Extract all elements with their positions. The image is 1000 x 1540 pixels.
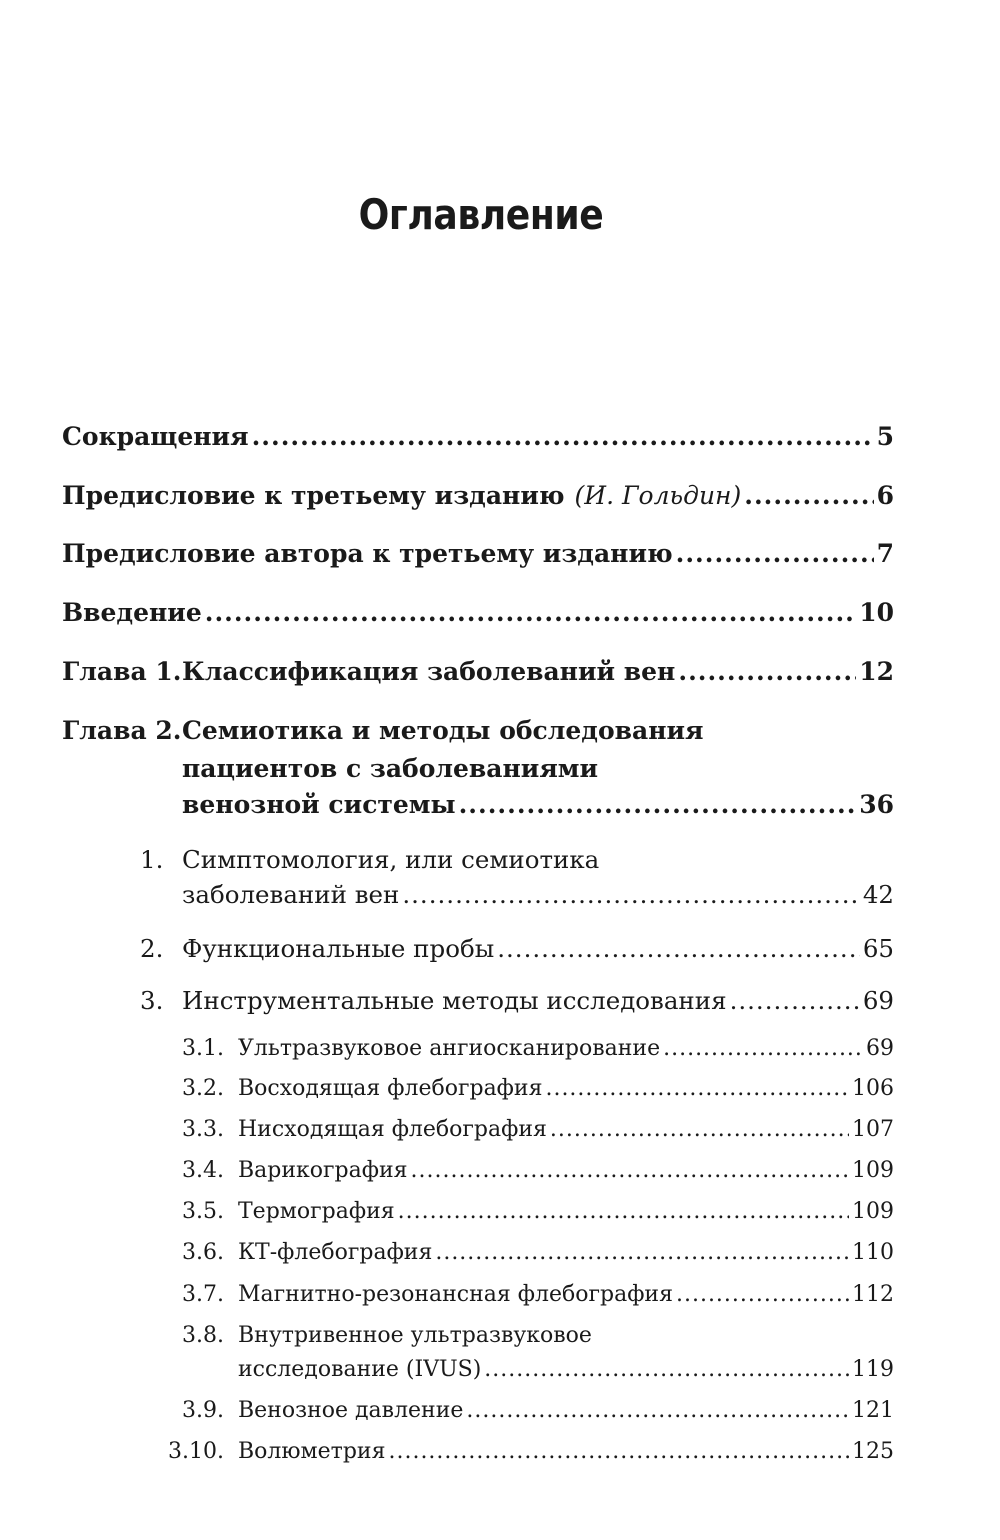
dot-leader: [550, 1117, 849, 1142]
entry-title: Ультразвуковое ангиосканирование: [238, 1036, 661, 1061]
entry-title: Волюметрия: [238, 1439, 386, 1464]
page-number: 121: [852, 1398, 894, 1423]
subsection-label: 3.6.: [182, 1240, 224, 1265]
dot-leader: [497, 934, 860, 963]
subsection-label: 3.4.: [182, 1158, 224, 1183]
entry-title: Сокращения: [62, 422, 249, 451]
section-label: 2.: [140, 934, 164, 963]
page-number: 36: [859, 790, 894, 819]
dot-leader: [388, 1439, 849, 1464]
toc-entry-chapter-1[interactable]: [182, 657, 894, 686]
entry-title-line-2: исследование (IVUS): [238, 1357, 482, 1382]
subsection-label: 3.7.: [182, 1282, 224, 1307]
entry-title: Нисходящая флебография: [238, 1117, 547, 1142]
page-number: 109: [852, 1158, 894, 1183]
entry-title: Инструментальные методы исследования: [182, 986, 727, 1015]
entry-title-line-3: венозной системы: [182, 790, 456, 819]
dot-leader: [676, 1282, 849, 1307]
subsection-label: 3.2.: [182, 1076, 224, 1101]
toc-entry-subsection-3-9[interactable]: [238, 1398, 894, 1423]
entry-title: КТ-флебография: [238, 1240, 433, 1265]
entry-title: Восходящая флебография: [238, 1076, 543, 1101]
page-number: 125: [852, 1439, 894, 1464]
page-number: 107: [852, 1117, 894, 1142]
toc-entry-section-1[interactable]: [182, 880, 894, 909]
page-number: 12: [859, 657, 894, 686]
subsection-label: 3.9.: [182, 1398, 224, 1423]
entry-title: Термография: [238, 1199, 395, 1224]
page-number: 10: [859, 598, 894, 627]
dot-leader: [411, 1158, 849, 1183]
dot-leader: [459, 790, 857, 819]
toc-entry-preface-third-edition[interactable]: [62, 481, 894, 510]
dot-leader: [663, 1036, 863, 1061]
section-label: 3.: [140, 986, 164, 1015]
toc-entry-subsection-3-4[interactable]: [238, 1158, 894, 1183]
toc-entry-subsection-3-1[interactable]: [238, 1036, 894, 1061]
toc-entry-subsection-3-5[interactable]: [238, 1199, 894, 1224]
page-number: 42: [862, 880, 894, 909]
dot-leader: [676, 539, 874, 568]
dot-leader: [730, 986, 860, 1015]
page-number: 110: [852, 1240, 894, 1265]
dot-leader: [402, 880, 859, 909]
chapter-label: Глава 2.: [62, 716, 182, 745]
toc-entry-section-3[interactable]: [182, 986, 894, 1015]
toc-entry-subsection-3-3[interactable]: [238, 1117, 894, 1142]
subsection-label: 3.3.: [182, 1117, 224, 1142]
entry-title-line-2: пациентов с заболеваниями: [182, 754, 599, 783]
entry-title-line-2: заболеваний вен: [182, 880, 400, 909]
entry-title: Предисловие автора к третьему изданию: [62, 539, 673, 568]
dot-leader: [435, 1240, 849, 1265]
chapter-label: Глава 1.: [62, 657, 182, 686]
toc-entry-subsection-3-7[interactable]: [238, 1282, 894, 1307]
toc-entry-author-preface[interactable]: [62, 539, 894, 568]
entry-title-line-1: Внутривенное ультразвуковое: [238, 1323, 592, 1348]
page-title: Оглавление: [358, 190, 604, 239]
toc-entry-subsection-3-10[interactable]: [238, 1439, 894, 1464]
dot-leader: [398, 1199, 849, 1224]
page-number: 6: [876, 481, 894, 510]
toc-entry-subsection-3-6[interactable]: [238, 1240, 894, 1265]
entry-title: Варикография: [238, 1158, 408, 1183]
entry-author: (И. Гольдин): [574, 481, 742, 510]
page-number: 69: [862, 986, 894, 1015]
toc-entry-chapter-2[interactable]: [182, 790, 894, 819]
toc-entry-subsection-3-2[interactable]: [238, 1076, 894, 1101]
entry-title-line-1: Семиотика и методы обследования: [182, 716, 704, 745]
dot-leader: [484, 1357, 849, 1382]
entry-title: Предисловие к третьему изданию: [62, 481, 565, 510]
toc-entry-subsection-3-8[interactable]: [238, 1357, 894, 1382]
page-number: 7: [876, 539, 894, 568]
dot-leader: [744, 481, 873, 510]
dot-leader: [466, 1398, 849, 1423]
entry-title: Магнитно-резонансная флебография: [238, 1282, 673, 1307]
subsection-label: 3.8.: [182, 1323, 224, 1348]
page-number: 5: [876, 422, 894, 451]
page-number: 65: [862, 934, 894, 963]
toc-entry-section-2[interactable]: [182, 934, 894, 963]
subsection-label: 3.10.: [168, 1439, 224, 1464]
toc-entry-abbreviations[interactable]: [62, 422, 894, 451]
entry-title: Венозное давление: [238, 1398, 464, 1423]
dot-leader: [678, 657, 856, 686]
page-number: 109: [852, 1199, 894, 1224]
subsection-label: 3.5.: [182, 1199, 224, 1224]
toc-entry-introduction[interactable]: [62, 598, 894, 627]
page-number: 106: [852, 1076, 894, 1101]
entry-title-line-1: Симптомология, или семиотика: [182, 845, 600, 874]
entry-title: Функциональные пробы: [182, 934, 495, 963]
page-number: 69: [866, 1036, 894, 1061]
dot-leader: [252, 422, 874, 451]
dot-leader: [205, 598, 856, 627]
section-label: 1.: [140, 845, 164, 874]
page-number: 119: [852, 1357, 894, 1382]
entry-title: Введение: [62, 598, 202, 627]
entry-title: Классификация заболеваний вен: [182, 657, 676, 686]
page-number: 112: [852, 1282, 894, 1307]
subsection-label: 3.1.: [182, 1036, 224, 1061]
dot-leader: [545, 1076, 849, 1101]
